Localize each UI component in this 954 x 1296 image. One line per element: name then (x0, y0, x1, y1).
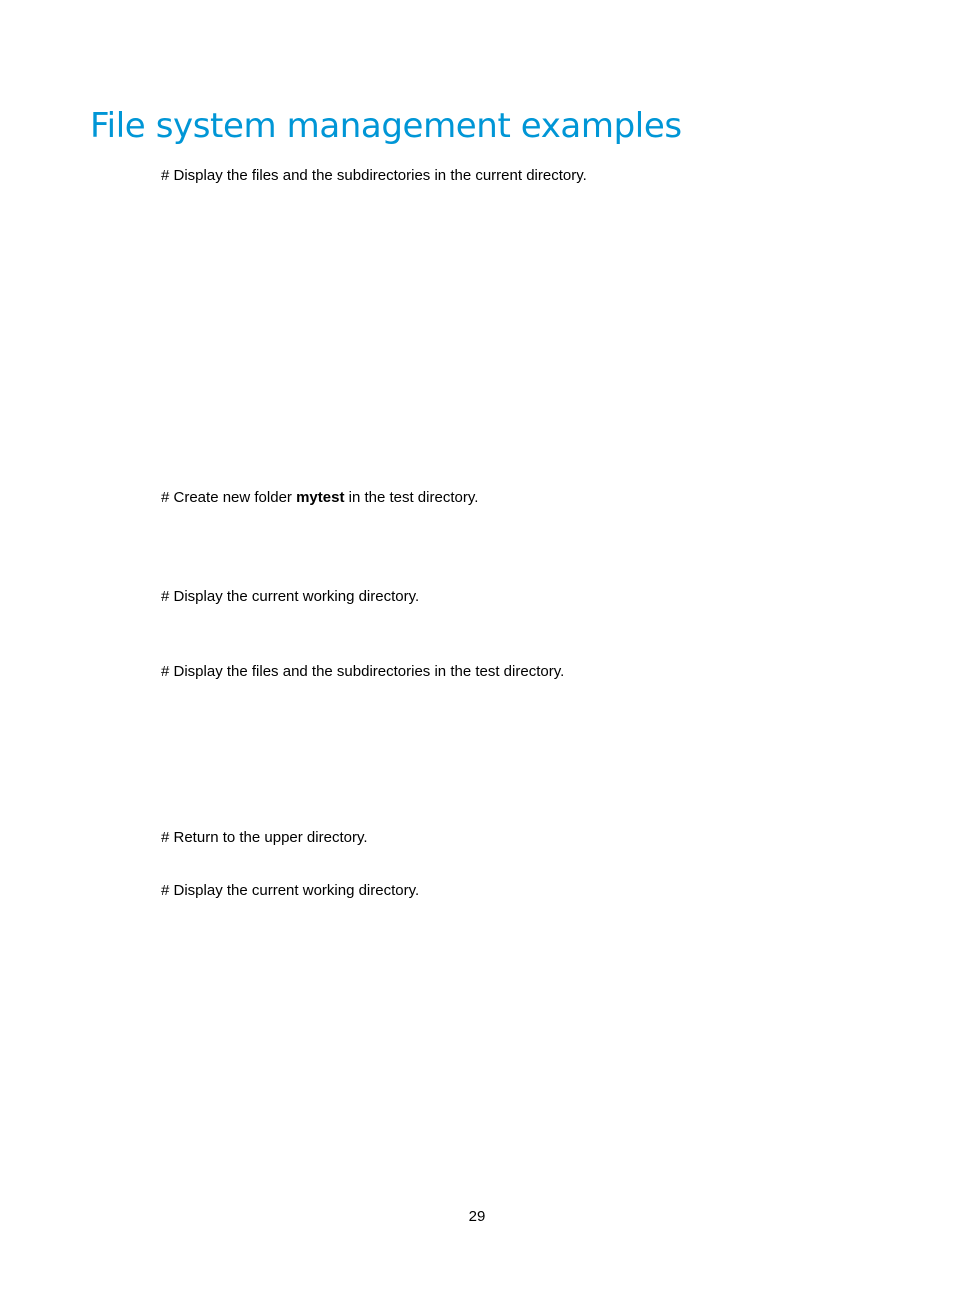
step-create-folder-suffix: in the test directory. (344, 489, 479, 506)
section-heading: File system management examples (90, 106, 682, 146)
step-return-upper-directory: # Return to the upper directory. (161, 829, 368, 846)
step-display-test-directory-contents: # Display the files and the subdirectories in the test directory. (161, 663, 565, 680)
page-number: 29 (468, 1208, 486, 1225)
step-display-current-directory-contents: # Display the files and the subdirectories in the current directory. (161, 167, 587, 184)
step-display-working-directory-again: # Display the current working directory. (161, 882, 420, 899)
step-display-working-directory: # Display the current working directory. (161, 588, 420, 605)
folder-name-mytest: mytest (296, 489, 345, 506)
step-create-folder-prefix: # Create new folder (161, 489, 297, 506)
step-create-folder (161, 488, 478, 508)
